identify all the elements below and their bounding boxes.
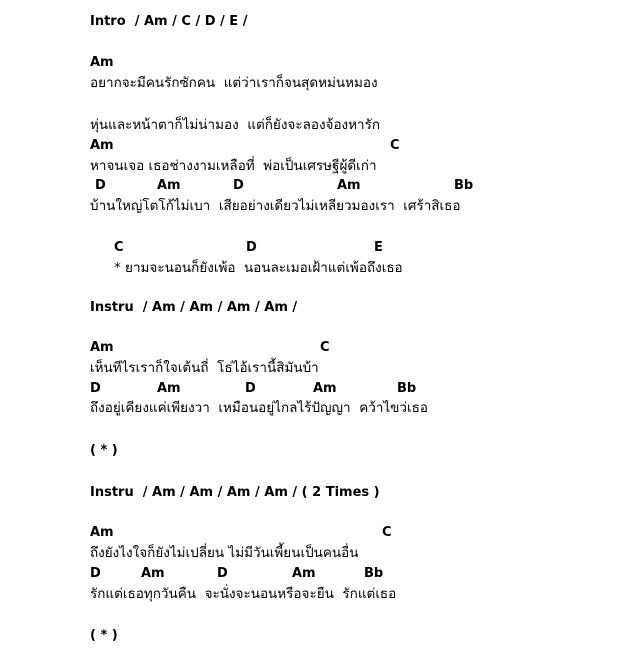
chord-label: D xyxy=(90,381,101,396)
chord-label: D xyxy=(217,566,228,581)
chord-label: C xyxy=(320,340,330,355)
chord-label: Am xyxy=(313,381,337,396)
lyric-line: เห็นทีไรเราก็ใจเต้นถี่ โธ่ไอ้เรานี้สิมันบ้า xyxy=(90,360,319,376)
lyric-line: ถึงอยู่เคียงแค่เพียงวา เหมือนอยู่ไกลไร้ปัญญา คว้าไขว่เธอ xyxy=(90,400,428,416)
chord-label: Bb xyxy=(397,381,417,396)
repeat-chorus-marker: ( * ) xyxy=(90,628,118,643)
lyric-line: บ้านใหญ่โตโก้ไม่เบา เสียอย่างเดียวไม่เหลียวมองเรา เศร้าสิเธอ xyxy=(90,198,461,214)
chord-label: D xyxy=(246,240,257,255)
lyric-line: ถึงยังไงใจก็ยังไม่เปลี่ยน ไม่มีวันเพี้ยนเป็นคนอื่น xyxy=(90,545,359,561)
chord-label: D xyxy=(233,178,244,193)
chord-label: E xyxy=(374,240,383,255)
chord-label: D xyxy=(245,381,256,396)
chord-label: C xyxy=(114,240,124,255)
lyric-line: รักแต่เธอทุกวันคืน จะนั่งจะนอนหรือจะยืน รักแต่เธอ xyxy=(90,586,397,602)
lyric-line: หุ่นและหน้าตาก็ไม่น่ามอง แต่ก็ยังจะลองจ้องหารัก xyxy=(90,117,381,133)
chord-label: Bb xyxy=(454,178,474,193)
chord-label: Am xyxy=(337,178,361,193)
lyric-line: หาจนเจอ เธอช่างงามเหลือที่ พ่อเป็นเศรษฐีผู้ดีเก่า xyxy=(90,158,377,174)
chord-label: C xyxy=(382,525,392,540)
chord-label: D xyxy=(90,566,101,581)
lyric-line: อยากจะมีคนรักซักคน แต่ว่าเราก็จนสุดหม่นหมอง xyxy=(90,75,378,91)
chord-label: Am xyxy=(157,178,181,193)
chorus-lyric-line: * ยามจะนอนก็ยังเพ้อ นอนละเมอเฝ้าแต่เพ้อถึงเธอ xyxy=(114,260,403,276)
intro-line: Intro / Am / C / D / E / xyxy=(90,14,248,29)
chord-label: Am xyxy=(90,138,114,153)
instru-line: Instru / Am / Am / Am / Am / xyxy=(90,300,298,315)
chord-label: C xyxy=(390,138,400,153)
chord-label: D xyxy=(95,178,106,193)
chord-label: Bb xyxy=(364,566,384,581)
chord-label: Am xyxy=(90,340,114,355)
chord-label: Am xyxy=(90,55,114,70)
instru-line: Instru / Am / Am / Am / Am / ( 2 Times ) xyxy=(90,485,380,500)
chord-label: Am xyxy=(157,381,181,396)
repeat-chorus-marker: ( * ) xyxy=(90,443,118,458)
chord-label: Am xyxy=(90,525,114,540)
chord-label: Am xyxy=(292,566,316,581)
chord-label: Am xyxy=(141,566,165,581)
